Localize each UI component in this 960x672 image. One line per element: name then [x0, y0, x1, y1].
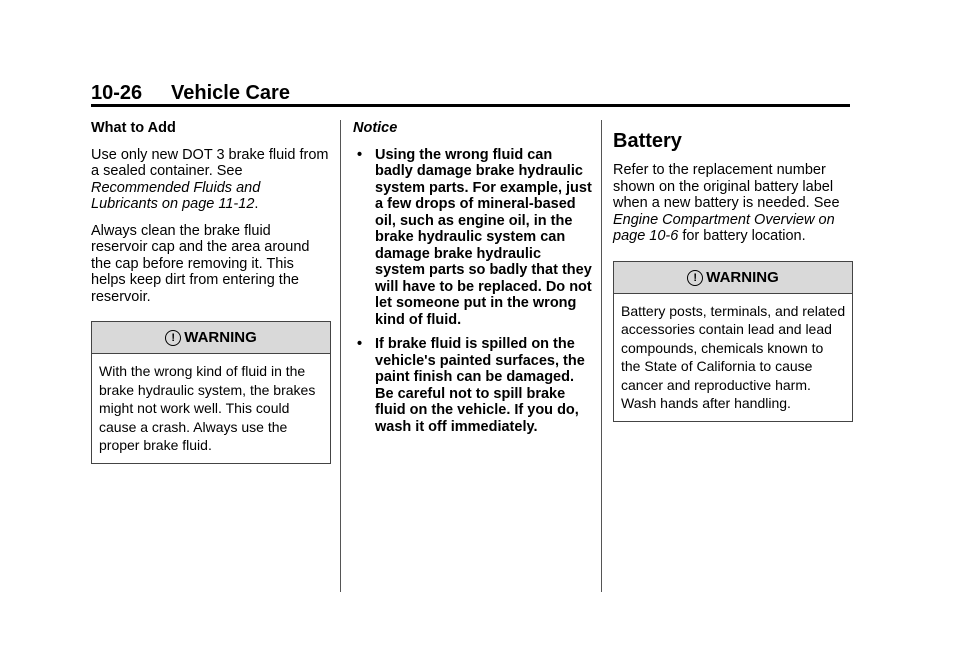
bullet-icon: •	[357, 146, 363, 163]
paragraph-battery-end: for battery location.	[678, 228, 806, 244]
warning-header	[92, 322, 330, 354]
warning-box-brake-fluid	[91, 321, 331, 464]
notice-label: Notice	[353, 120, 398, 136]
fluids-reference-link[interactable]: Recommended Fluids and Lubricants on page 11-12	[91, 179, 261, 212]
warning-icon: !	[165, 330, 181, 346]
paragraph-dot3-text: Use only new DOT 3 brake fluid from a sealed container. See	[91, 146, 329, 179]
notice-bullet-2: If brake fluid is spilled on the vehicle's painted surfaces, the paint finish can be damaged. Be careful not to spill brake fluid on the vehicle. If you do, wash it off immediately.	[375, 336, 585, 435]
warning-text: With the wrong kind of fluid in the brake hydraulic system, the brakes might not work well. This could cause a crash. Always use the proper brake fluid.	[99, 363, 316, 453]
warning-text: Battery posts, terminals, and related accessories contain lead and lead compounds, chemicals known to the State of California to cause cancer and reproductive harm. Wash hands after handling.	[621, 302, 846, 411]
warning-label: WARNING	[184, 329, 257, 346]
column-battery	[613, 120, 853, 422]
column-divider-1	[340, 120, 341, 592]
paragraph-battery	[613, 162, 853, 245]
warning-label: WARNING	[706, 268, 779, 286]
column-notice	[353, 120, 593, 443]
warning-icon: !	[687, 270, 703, 286]
column-what-to-add	[91, 120, 331, 464]
list-item	[353, 336, 593, 435]
warning-header	[614, 262, 852, 294]
warning-box-battery	[613, 261, 853, 422]
notice-bullet-1: Using the wrong fluid can badly damage brake hydraulic system parts. For example, just a few drops of mineral-based oil, such as engine oil, in the brake hydraulic system can damage brake hydraulic system parts so badly that they will have to be replaced. Do not let someone put in the wrong kind of fluid.	[375, 146, 592, 328]
paragraph-dot3-end: .	[254, 196, 259, 212]
list-item	[353, 147, 593, 329]
engine-compartment-reference-link[interactable]: Engine Compartment Overview on page 10-6	[613, 211, 835, 244]
page-header	[91, 80, 849, 106]
page-number: 10-26	[91, 82, 143, 104]
header-rule	[91, 104, 850, 107]
paragraph-dot3	[91, 147, 331, 213]
notice-list	[353, 147, 593, 436]
section-title-battery: Battery	[613, 130, 682, 152]
chapter-title: Vehicle Care	[171, 82, 290, 104]
bullet-icon: •	[357, 336, 363, 352]
subheading-what-to-add: What to Add	[91, 120, 176, 136]
paragraph-battery-text: Refer to the replacement number shown on the original battery label when a new battery is needed. See	[613, 162, 840, 211]
paragraph-clean-cap: Always clean the brake fluid reservoir cap and the area around the cap before removing it. This helps keep dirt from entering the reservoir.	[91, 222, 310, 305]
column-divider-2	[601, 120, 602, 592]
